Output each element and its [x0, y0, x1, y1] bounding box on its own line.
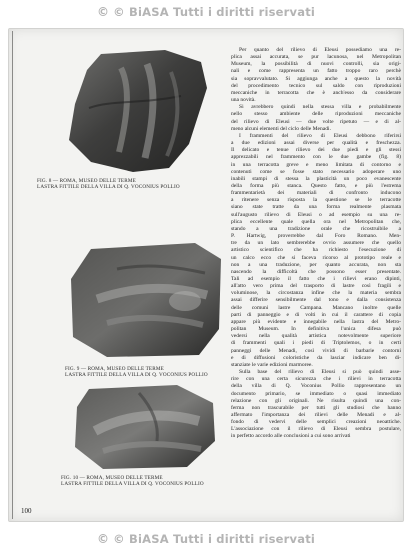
terracotta-fragment-8: [61, 48, 213, 174]
text-line: a ritenere senza risposta la questione se le terracotte: [231, 197, 401, 204]
text-line: di frammenti quali i piedi di Triptolemos, o in certi: [231, 340, 401, 347]
text-line: in una terracotta greve e meno limitata di contorno e: [231, 161, 401, 168]
figure-8-caption-line-1: FIG. 8 — ROMA, MUSEO DELLE TERME: [37, 178, 136, 184]
text-line: tre da un lato sembrerebbe ovvio assumere che quello: [231, 240, 401, 247]
text-line: vedersi nella qualità artistica notevolmente superiore: [231, 333, 401, 340]
text-line: un calco ecco che si faceva ricorso al prototipo reale e: [231, 254, 401, 261]
figure-10-caption: [61, 475, 204, 487]
text-line: panneggi delle Menadi, così vividi di barbarie contorni: [231, 347, 401, 354]
text-line: del rilievo di Eleusi — due volte ripetuto — e di al-: [231, 118, 401, 125]
body-text-column: [231, 47, 401, 441]
text-line: Tali ad esempio il fatto che i rilievi erano dipinti,: [231, 276, 401, 282]
text-line: delle comuni lastre Campana. Mancano inoltre quelle: [231, 304, 401, 311]
text-line: in perfetto accordo alle conclusioni a cui sono arrivati: [231, 433, 351, 440]
text-line: voluminose, la circostanza infine che la materia sembra: [231, 290, 401, 297]
text-line: relazione con gli originali. Ne risulta quindi una con-: [231, 397, 401, 404]
text-line: stanziate le varie edizioni marmoree.: [231, 361, 313, 368]
text-line: della villa di Q. Voconius Pollio rappresentano un: [231, 383, 401, 390]
text-line: L'associazione con il rilievo di Eleusi sembra postulare,: [231, 426, 401, 433]
text-line: P. Hartwig, proverrebbe dal Foro Romano. Men-: [231, 233, 401, 240]
figure-9-caption-line-1: FIG. 9 — ROMA, MUSEO DELLE TERME: [65, 366, 164, 372]
figure-10-photo: [69, 381, 219, 471]
text-line: meno alcuni elementi del ciclo delle Menadi.: [231, 125, 331, 132]
watermark-text-top: © BiASA Tutti i diritti riservati: [113, 5, 316, 19]
text-line: nali e come rappresenta un fatto troppo raro perchè: [231, 68, 401, 75]
figure-10-caption-line-2: LASTRA FITTILE DELLA VILLA DI Q. VOCONIUS POLLIO: [61, 481, 204, 488]
text-line: Il delicato e tenue rilievo dei due piedi e gli stessi: [231, 147, 401, 154]
text-line: nascendo la difficoltà che possono esser presentate.: [231, 268, 401, 275]
text-line: parti di panneggio e di volti in cui il carattere di copia: [231, 311, 401, 318]
text-line: Per quanto del rilievo di Eleusi possediamo una re-: [239, 47, 401, 53]
text-line: politan Museum. In definitiva l'unica difesa può: [231, 326, 401, 333]
watermark-top: [0, 2, 412, 22]
text-line: e di diffusioni coloristiche da lasciar indicare ben di-: [231, 354, 401, 361]
terracotta-fragment-9: [67, 239, 225, 361]
terracotta-fragment-10: [69, 381, 219, 471]
text-line: all'atto vero prima del trasporto di lastre così fragili e: [231, 283, 401, 290]
text-line: sull'augusto rilievo di Eleusi o ad esempio su una re-: [231, 211, 401, 218]
text-line: non a una traduzione, per quanto accurata, non sta: [231, 261, 401, 268]
figure-8-caption: [37, 178, 180, 190]
text-line: sia sopravvalutato. Si aggiunga anche a questo la novità: [231, 75, 401, 82]
text-line: affermato l'importanza dei rilievi delle Menadi e al-: [231, 411, 401, 418]
text-line: Sulla base del rilievo di Eleusi si può quindi asse-: [239, 369, 401, 376]
figure-9-photo: [67, 239, 225, 361]
figure-10-caption-line-1: FIG. 10 — ROMA, MUSEO DELLE TERME: [61, 475, 163, 481]
text-line: plica assai accurata, se pur lacunosa, nel Metropolitan: [231, 54, 401, 61]
text-line: artistico scientifico che ha richiesto l'esecuzione di: [231, 247, 401, 254]
text-line: inabili stampi di stessa la plasticità un poco evanescente: [231, 175, 401, 182]
text-line: contenuti come se fosse stato necessario adoperare uno: [231, 168, 401, 175]
text-line: meccaniche in terracotta che è anch'esso da considerare: [231, 89, 401, 96]
text-line: assai differire sensibilmente dal tono e dalla consistenza: [231, 297, 401, 304]
page-number: 100: [21, 507, 32, 515]
text-line: stando a una tradizione orale che ricostruibile a: [231, 225, 401, 232]
watermark-bottom: [0, 529, 412, 549]
figure-9-caption: [65, 366, 208, 378]
text-line: documento primario, se immediato o quasi immediato: [231, 390, 401, 397]
text-line: a due edizioni assai diverse per qualità e freschezza.: [231, 140, 401, 147]
copyright-icon: ©: [96, 5, 110, 19]
text-line: plica eccellente quale quella ora nel Metropolitan che,: [231, 218, 401, 225]
text-line: I frammenti del rilievo di Eleusi debbono riferirsi: [239, 132, 401, 139]
text-line: frammentarietà dei materiali di confronto inducono: [231, 190, 401, 197]
text-line: del procedimento tecnico sul saldo con riproduzioni: [231, 82, 401, 89]
figure-8-caption-line-2: LASTRA FITTILE DELLA VILLA DI Q. VOCONIUS POLLIO: [37, 184, 180, 191]
text-line: Museum, la possibilità di nuovi controlli, sia origi-: [231, 61, 401, 68]
text-line: appare più evidente e innegabile nella lastra del Metro-: [231, 318, 401, 325]
text-line: della forma più stanca. Questo fatto, e più l'estrema: [231, 182, 401, 189]
page-edge-line: [12, 31, 13, 519]
text-line: siano state tratte da una forma realmente plasmata: [231, 204, 401, 211]
text-line: una novità.: [231, 97, 256, 104]
scanned-page: [8, 28, 404, 522]
text-line: Si avrebbero quindi nella stessa villa e probabilmente: [239, 104, 401, 111]
text-line: ferma non trascurabile per tutti gli studiosi che hanno: [231, 404, 401, 411]
watermark-text-bottom: © BiASA Tutti i diritti riservati: [113, 532, 316, 546]
text-line: nello stesso ambiente delle riproduzioni meccaniche: [231, 111, 401, 118]
text-line: fondo di vedervi delle semplici creazioni neoattiche.: [231, 419, 401, 426]
text-line: apprezzabili nel frammento con le due gambe (fig. 8): [231, 154, 401, 161]
copyright-icon: ©: [96, 532, 110, 546]
figure-8-photo: [61, 48, 213, 174]
figure-9-caption-line-2: LASTRA FITTILE DELLA VILLA DI Q. VOCONIUS POLLIO: [65, 372, 208, 379]
text-line: rire con una certa sicurezza che i rilievi in terracotta: [231, 376, 401, 383]
